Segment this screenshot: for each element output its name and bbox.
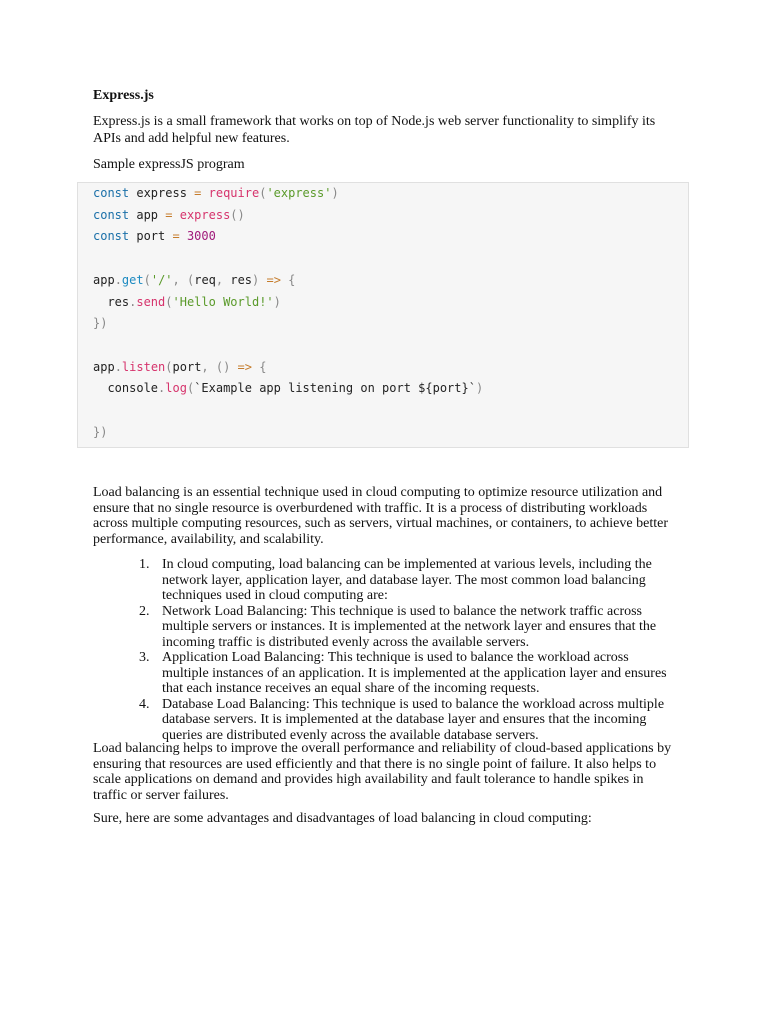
list-item-text: Database Load Balancing: This technique is used to balance the workload across multiple database servers. It is implemented at the database layer and ensures that the incoming queries are distributed evenly across the available database servers. xyxy=(162,696,665,743)
code-token: const xyxy=(93,207,130,222)
code-token: ) xyxy=(331,186,339,200)
code-token: port xyxy=(432,381,462,396)
code-token: => xyxy=(266,272,281,287)
code-token: listen xyxy=(121,359,166,374)
code-line-9 xyxy=(93,360,266,374)
techniques-list xyxy=(93,557,677,743)
code-token: const xyxy=(93,186,130,200)
code-line-1 xyxy=(93,186,339,200)
list-number: 3. xyxy=(139,650,150,665)
list-number: 4. xyxy=(139,696,150,712)
code-token: `Example app listening on port ${ xyxy=(194,381,433,396)
code-block xyxy=(77,182,689,448)
list-item-text: Application Load Balancing: This technique is used to balance the workload across multiple instances of an application. It is implemented at the application layer and ensures that each instance receives an equal share of the incoming requests. xyxy=(162,650,667,696)
list-item xyxy=(93,604,677,651)
code-line-7: }) xyxy=(93,316,108,331)
code-token: . xyxy=(158,381,166,396)
code-token: res xyxy=(93,294,130,309)
code-token xyxy=(180,229,187,243)
code-token: 'Hello World!' xyxy=(172,294,274,309)
code-token: , xyxy=(215,272,231,287)
code-token: = xyxy=(194,186,202,200)
code-token: , () xyxy=(201,359,238,374)
code-token: console xyxy=(93,381,159,396)
intro-paragraph: Express.js is a small framework that works on top of Node.js web server functionality to simplify its APIs and add helpful new features. xyxy=(93,114,656,146)
code-token: ) xyxy=(475,381,484,396)
code-token: app xyxy=(93,359,115,374)
code-token: . xyxy=(129,294,137,309)
code-token: => xyxy=(237,359,252,374)
code-text xyxy=(93,183,483,443)
code-token: }` xyxy=(461,381,476,396)
code-token: const xyxy=(93,229,130,244)
code-token: ( xyxy=(186,381,195,396)
code-token: 3000 xyxy=(186,229,216,244)
code-token: = xyxy=(165,207,173,222)
code-token: { xyxy=(252,359,267,374)
code-token: ( xyxy=(165,294,173,309)
code-token: '/' xyxy=(150,272,173,287)
code-token: get xyxy=(121,272,144,287)
code-token: port xyxy=(172,359,202,374)
code-token: ( xyxy=(165,359,173,374)
code-token: port xyxy=(129,229,173,244)
list-item-text: Network Load Balancing: This technique is used to balance the network traffic across multiple servers or instances. It is implemented at the network layer and ensures that the incoming traffic is distributed evenly across the available servers. xyxy=(162,603,657,650)
code-token xyxy=(201,186,208,200)
code-token: ( xyxy=(259,186,267,200)
list-item-text: In cloud computing, load balancing can be implemented at various levels, including the network layer, application layer, and database layer. The most common load balancing techniques used in cloud computing are: xyxy=(162,557,652,603)
code-token: res xyxy=(230,272,253,287)
code-token: = xyxy=(172,229,180,244)
code-token: () xyxy=(230,207,245,222)
load-balancing-intro: Load balancing is an essential technique used in cloud computing to optimize resource utilization and ensure that no single resource is overburdened with traffic. It is a process of distributing workloads across multiple computing resources, such as servers, virtual machines, or containers, to achieve better performance, availability, and scalability. xyxy=(93,485,668,547)
code-token: require xyxy=(208,186,260,200)
code-token: 'express' xyxy=(266,186,332,200)
list-number: 2. xyxy=(139,603,150,619)
code-token: . xyxy=(114,272,122,287)
code-line-5 xyxy=(93,273,295,287)
list-item xyxy=(93,557,677,604)
code-token: ) xyxy=(252,272,267,287)
code-token xyxy=(172,208,179,222)
code-token: express xyxy=(179,207,231,222)
code-token: app xyxy=(93,272,115,287)
code-line-12: }) xyxy=(93,424,108,439)
code-token: { xyxy=(280,272,296,287)
code-token: express xyxy=(129,186,195,200)
code-token: . xyxy=(114,359,122,374)
code-token: ) xyxy=(273,294,281,309)
code-token: , ( xyxy=(172,272,195,287)
code-line-6 xyxy=(93,295,281,309)
sample-label: Sample expressJS program xyxy=(93,157,245,172)
code-token: log xyxy=(165,381,187,396)
benefits-paragraph: Load balancing helps to improve the overall performance and reliability of cloud-based applications by ensuring that resources are used efficiently and that there is no single point of failure. It also helps to scale applications on demand and provides high availability and fault tolerance to handle spikes in traffic or server failures. xyxy=(93,741,672,803)
code-token: send xyxy=(136,294,166,309)
list-item xyxy=(93,650,677,697)
list-number: 1. xyxy=(139,557,150,572)
code-line-2 xyxy=(93,208,245,222)
code-token: ( xyxy=(143,272,151,287)
closing-paragraph: Sure, here are some advantages and disadvantages of load balancing in cloud computing: xyxy=(93,811,592,826)
code-line-3 xyxy=(93,229,216,243)
code-token: req xyxy=(194,272,216,287)
code-line-10 xyxy=(93,381,483,395)
list-item xyxy=(93,697,677,744)
section-heading: Express.js xyxy=(93,88,154,103)
code-token: app xyxy=(129,207,166,222)
